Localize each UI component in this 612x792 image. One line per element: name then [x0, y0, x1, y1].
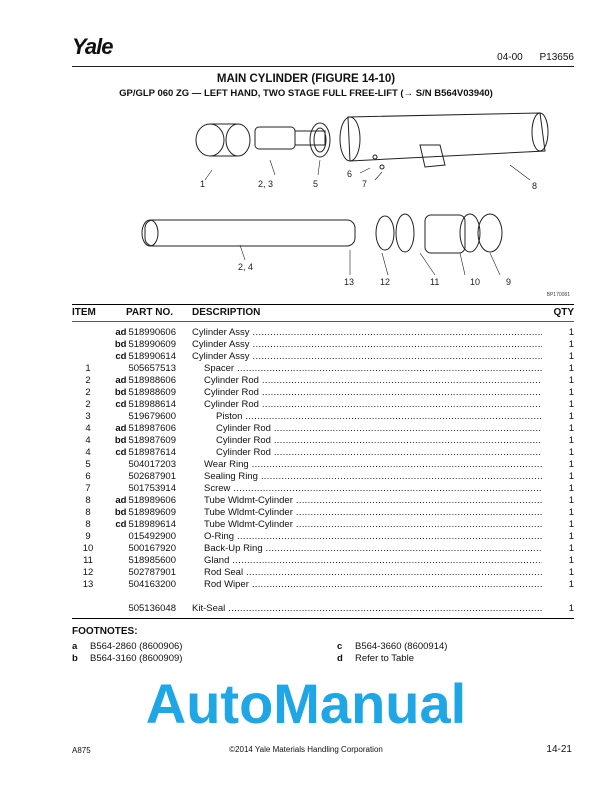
table-row [72, 543, 574, 555]
quantity: 1 [568, 435, 574, 446]
part-description: Back-Up Ring ..... [192, 543, 542, 555]
part-description: Cylinder Assy ..... [192, 327, 542, 339]
quantity: 1 [568, 495, 574, 506]
footer-code: A875 [72, 746, 91, 755]
footnote-ref: cd [115, 351, 127, 362]
table-row [72, 495, 574, 507]
item-number: 1 [85, 363, 91, 374]
quantity: 1 [568, 351, 574, 362]
page-subtitle: GP/GLP 060 ZG — LEFT HAND, TWO STAGE FULL FREE-LIFT (→ S/N B564V03940) [119, 88, 493, 99]
part-number: ad 518988606 [115, 375, 176, 386]
footnote-ref: bd [114, 387, 127, 398]
footnote-b: b B564-3160 (8600909) [72, 653, 183, 664]
part-description: Cylinder Assy ..... [192, 351, 542, 363]
footnote-ref: bd [114, 507, 127, 518]
quantity: 1 [568, 507, 574, 518]
callout: 13 [344, 277, 355, 287]
callout: 8 [532, 181, 538, 191]
quantity: 1 [568, 579, 574, 590]
quantity: 1 [568, 399, 574, 410]
item-number: 6 [85, 471, 91, 482]
footnotes-title: FOOTNOTES: [72, 626, 138, 637]
quantity: 1 [568, 483, 574, 494]
footer-page-number: 14-21 [546, 744, 572, 755]
table-row [72, 387, 574, 399]
callout: 6 [347, 169, 353, 179]
part-number: ad 518987606 [115, 423, 176, 434]
callout: 9 [506, 277, 512, 287]
table-row [72, 375, 574, 387]
exploded-cylinder-illustration [120, 105, 560, 295]
part-number: 519679600 [128, 411, 176, 422]
quantity: 1 [568, 555, 574, 566]
table-row [72, 363, 574, 375]
part-number: ad 518990606 [115, 327, 176, 338]
footnote-ref: bd [114, 339, 127, 350]
table-row [72, 435, 574, 447]
item-number: 9 [85, 531, 91, 542]
part-description: Tube Wldmt-Cylinder ..... [192, 507, 542, 519]
item-number: 2 [85, 399, 91, 410]
item-number: 8 [85, 507, 91, 518]
part-description: Cylinder Rod ..... [192, 447, 542, 459]
part-description: Spacer ..... [192, 363, 542, 375]
quantity: 1 [568, 567, 574, 578]
part-number: bd 518988609 [114, 387, 176, 398]
quantity: 1 [568, 531, 574, 542]
divider [72, 321, 574, 322]
part-description: Cylinder Rod ..... [192, 423, 542, 435]
part-number: 500167920 [128, 543, 176, 554]
quantity: 1 [568, 375, 574, 386]
quantity: 1 [568, 543, 574, 554]
part-description: Cylinder Rod ..... [192, 375, 542, 387]
page-title: MAIN CYLINDER (FIGURE 14-10) [216, 73, 396, 85]
table-row [72, 507, 574, 519]
part-number: cd 518988614 [115, 399, 176, 410]
footnote-ref: ad [115, 495, 127, 506]
header-page-code: P13656 [539, 52, 574, 63]
item-number: 2 [85, 375, 91, 386]
divider [72, 66, 574, 67]
part-number: ad 518989606 [115, 495, 176, 506]
item-number: 10 [82, 543, 94, 554]
quantity: 1 [568, 459, 574, 470]
table-row [72, 411, 574, 423]
callout: 2, 3 [258, 179, 274, 189]
item-number: 2 [85, 387, 91, 398]
callout: 11 [430, 277, 440, 287]
callout: 7 [362, 179, 368, 189]
callout: 10 [470, 277, 481, 287]
table-row [72, 399, 574, 411]
footnote-ref: bd [114, 435, 127, 446]
table-row [72, 519, 574, 531]
footnote-ref: cd [115, 447, 127, 458]
quantity: 1 [568, 327, 574, 338]
part-description: Kit-Seal ..... [192, 603, 542, 615]
part-number: bd 518989609 [114, 507, 176, 518]
item-number: 3 [85, 411, 91, 422]
part-description: Tube Wldmt-Cylinder ..... [192, 495, 542, 507]
header-date: 04-00 [497, 52, 523, 63]
part-description: Rod Wiper ..... [192, 579, 542, 591]
part-number: 501753914 [128, 483, 176, 494]
item-number: 13 [82, 579, 94, 590]
col-header-item: ITEM [72, 307, 96, 318]
table-row [72, 603, 574, 615]
part-description: O-Ring ..... [192, 531, 542, 543]
part-description: Tube Wldmt-Cylinder ..... [192, 519, 542, 531]
part-number: cd 518989614 [115, 519, 176, 530]
part-description: Screw ..... [192, 483, 542, 495]
col-header-part: PART NO. [126, 307, 174, 318]
part-description: Cylinder Rod ..... [192, 387, 542, 399]
footnote-ref: cd [115, 519, 127, 530]
quantity: 1 [568, 519, 574, 530]
part-number: 504017203 [128, 459, 176, 470]
quantity: 1 [568, 339, 574, 350]
table-row [72, 351, 574, 363]
item-number: 8 [85, 519, 91, 530]
table-row [72, 423, 574, 435]
item-number: 7 [85, 483, 91, 494]
footnote-ref: ad [115, 423, 127, 434]
part-description: Sealing Ring ..... [192, 471, 542, 483]
quantity: 1 [568, 387, 574, 398]
footnote-c: c B564-3660 (8600914) [337, 641, 448, 652]
footer-copyright: ©2014 Yale Materials Handling Corporation [229, 745, 383, 754]
part-description: Cylinder Assy ..... [192, 339, 542, 351]
table-row [72, 567, 574, 579]
callout: 12 [380, 277, 391, 287]
part-number: 015492900 [128, 531, 176, 542]
col-header-qty: QTY [553, 307, 574, 318]
callout: 5 [313, 179, 319, 189]
header-meta [483, 52, 574, 63]
part-number: bd 518987609 [114, 435, 176, 446]
part-description: Wear Ring ..... [192, 459, 542, 471]
quantity: 1 [568, 423, 574, 434]
callout: 1 [200, 179, 206, 189]
item-number: 12 [82, 567, 94, 578]
table-row [72, 327, 574, 339]
table-row [72, 579, 574, 591]
part-number: cd 518990614 [115, 351, 176, 362]
quantity: 1 [568, 363, 574, 374]
part-number: 502687901 [128, 471, 176, 482]
item-number: 5 [85, 459, 91, 470]
table-row [72, 483, 574, 495]
table-row [72, 555, 574, 567]
item-number: 4 [85, 447, 91, 458]
col-header-description: DESCRIPTION [192, 307, 261, 318]
part-description: Cylinder Rod ..... [192, 435, 542, 447]
part-number: 504163200 [128, 579, 176, 590]
part-description: Cylinder Rod ..... [192, 399, 542, 411]
part-number: 505657513 [128, 363, 176, 374]
part-description: Gland ..... [192, 555, 542, 567]
table-row [72, 459, 574, 471]
watermark: AutoManual [145, 672, 467, 735]
quantity: 1 [568, 447, 574, 458]
yale-logo: Yale [72, 34, 113, 59]
part-number: 505136048 [128, 603, 176, 614]
footnote-ref: ad [115, 327, 127, 338]
table-row [72, 447, 574, 459]
table-row [72, 471, 574, 483]
figure-id: BP170081 [546, 292, 570, 298]
table-row [72, 339, 574, 351]
footnote-ref: cd [115, 399, 127, 410]
quantity: 1 [568, 471, 574, 482]
callout: 2, 4 [238, 262, 254, 272]
item-number: 4 [85, 423, 91, 434]
quantity: 1 [568, 411, 574, 422]
item-number: 11 [83, 555, 93, 566]
quantity: 1 [568, 603, 574, 614]
footnote-d: d Refer to Table [337, 653, 414, 664]
part-number: bd 518990609 [114, 339, 176, 350]
part-description: Piston ..... [192, 411, 542, 423]
table-row [72, 531, 574, 543]
part-description: Rod Seal ..... [192, 567, 542, 579]
part-number: 502787901 [128, 567, 176, 578]
item-number: 8 [85, 495, 91, 506]
item-number: 4 [85, 435, 91, 446]
footnote-a: a B564-2860 (8600906) [72, 641, 183, 652]
part-number: 518985600 [128, 555, 176, 566]
part-number: cd 518987614 [115, 447, 176, 458]
divider [72, 618, 574, 619]
divider [72, 304, 574, 305]
footnote-ref: ad [115, 375, 127, 386]
